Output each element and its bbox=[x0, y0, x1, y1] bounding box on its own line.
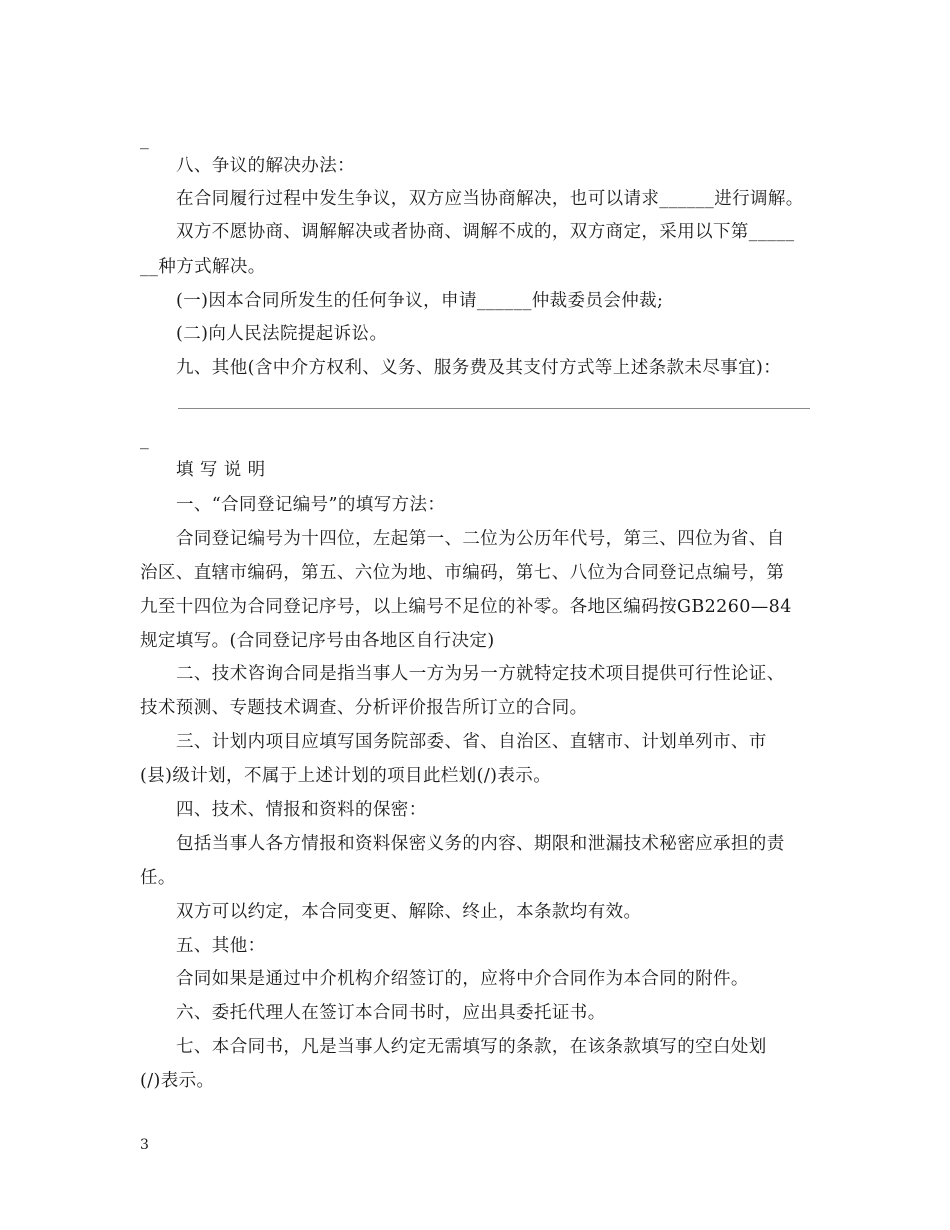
instructions-title: 填 写 说 明 bbox=[176, 460, 266, 480]
paragraph-line: 双方不愿协商、调解解决或者协商、调解不成的，双方商定，采用以下第_____ bbox=[176, 222, 795, 242]
paragraph-line: __种方式解决。 bbox=[140, 257, 266, 277]
paragraph-line: 任。 bbox=[140, 868, 176, 888]
paragraph-line: 规定填写。(合同登记序号由各地区自行决定) bbox=[140, 631, 495, 651]
instruction-6: 六、委托代理人在签订本合同书时，应出具委托证书。 bbox=[176, 1003, 606, 1023]
instruction-2: 二、技术咨询合同是指当事人一方为另一方就特定技术项目提供可行性论证、 bbox=[176, 664, 785, 684]
paragraph-line: 九至十四位为合同登记序号，以上编号不足位的补零。各地区编码按GB2260—84 bbox=[140, 597, 792, 617]
paragraph-line: 双方可以约定，本合同变更、解除、终止，本条款均有效。 bbox=[176, 902, 642, 922]
instruction-1-heading: 一、“合同登记编号”的填写方法： bbox=[176, 495, 446, 515]
paragraph-line: 包括当事人各方情报和资料保密义务的内容、期限和泄漏技术秘密应承担的责 bbox=[176, 834, 785, 854]
list-item-litigation: (二)向人民法院提起诉讼。 bbox=[176, 324, 388, 344]
instruction-4-heading: 四、技术、情报和资料的保密： bbox=[176, 800, 427, 820]
paragraph-line: 合同如果是通过中介机构介绍签订的，应将中介合同作为本合同的附件。 bbox=[176, 969, 749, 989]
instruction-5-heading: 五、其他： bbox=[176, 936, 266, 956]
paragraph-line: 合同登记编号为十四位，左起第一、二位为公历年代号，第三、四位为省、自 bbox=[176, 529, 785, 549]
paragraph-line: (/)表示。 bbox=[140, 1071, 215, 1091]
blank-fill-line bbox=[178, 408, 810, 409]
paragraph-line: (县)级计划，不属于上述计划的项目此栏划(/)表示。 bbox=[140, 766, 552, 786]
paragraph-line: 在合同履行过程中发生争议，双方应当协商解决，也可以请求______进行调解。 bbox=[176, 189, 804, 209]
paragraph-line: 治区、直辖市编码，第五、六位为地、市编码，第七、八位为合同登记点编号，第 bbox=[140, 563, 785, 583]
underscore-mark: _ bbox=[140, 430, 150, 450]
paragraph-line: 技术预测、专题技术调查、分析评价报告所订立的合同。 bbox=[140, 698, 588, 718]
section-8-heading: 八、争议的解决办法： bbox=[176, 156, 355, 176]
page-number: 3 bbox=[140, 1137, 149, 1153]
instruction-7: 七、本合同书，凡是当事人约定无需填写的条款，在该条款填写的空白处划 bbox=[176, 1037, 767, 1057]
section-9-heading: 九、其他(含中介方权利、义务、服务费及其支付方式等上述条款未尽事宜)： bbox=[176, 358, 782, 378]
instruction-3: 三、计划内项目应填写国务院部委、省、自治区、直辖市、计划单列市、市 bbox=[176, 732, 767, 752]
underscore-mark: _ bbox=[140, 130, 150, 150]
list-item-arbitration: (一)因本合同所发生的任何争议，申请______仲裁委员会仲裁; bbox=[176, 291, 664, 311]
